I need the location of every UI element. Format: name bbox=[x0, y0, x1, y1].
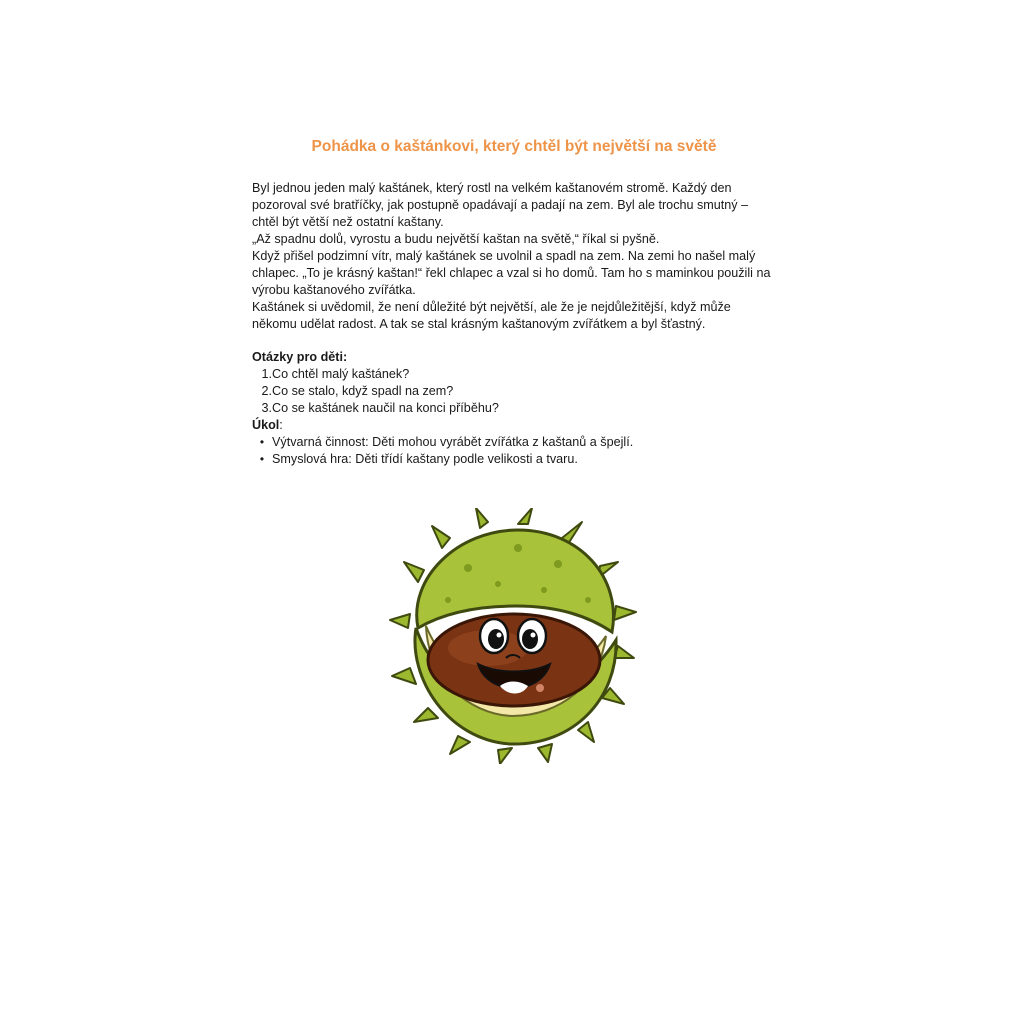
questions-list bbox=[252, 366, 776, 417]
story-text bbox=[252, 180, 776, 333]
question-text: Co chtěl malý kaštánek? bbox=[272, 367, 410, 381]
story-paragraph: „Až spadnu dolů, vyrostu a budu největší kaštan na světě,“ říkal si pyšně. bbox=[252, 232, 660, 246]
task-heading-text: Úkol bbox=[252, 418, 280, 432]
story-paragraph: Když přišel podzimní vítr, malý kaštánek se uvolnil a spadl na zem. Na zemi ho našel malý chlapec. „To je krásný kaštan!“ řekl chlapec a vzal si ho domů. Tam ho s maminkou použili na výrobu kaštanového zvířátka. bbox=[252, 249, 771, 297]
list-item bbox=[252, 383, 776, 400]
task-text: Smyslová hra: Děti třídí kaštany podle velikosti a tvaru. bbox=[272, 452, 578, 466]
questions-heading-text: Otázky pro děti: bbox=[252, 350, 348, 364]
story-paragraph: Kaštánek si uvědomil, že není důležité být největší, ale že je nejdůležitější, když může někomu udělat radost. A tak se stal krásným kaštanovým zvířátkem a byl šťastný. bbox=[252, 300, 731, 331]
list-item bbox=[252, 366, 776, 383]
question-number: 2. bbox=[261, 384, 272, 398]
list-item bbox=[252, 400, 776, 417]
section-spacer bbox=[252, 333, 776, 349]
task-text: Výtvarná činnost: Děti mohou vyrábět zvířátka z kaštanů a špejlí. bbox=[272, 435, 634, 449]
task-heading bbox=[252, 417, 776, 434]
question-number: 1. bbox=[261, 367, 272, 381]
bullet-icon: • bbox=[259, 452, 265, 466]
list-item bbox=[252, 434, 776, 451]
document-page bbox=[252, 136, 776, 468]
question-text: Co se stalo, když spadl na zem? bbox=[272, 384, 454, 398]
list-item bbox=[252, 451, 776, 468]
bullet-icon: • bbox=[259, 435, 265, 449]
page-title: Pohádka o kaštánkovi, který chtěl být největší na světě bbox=[311, 138, 717, 155]
task-list bbox=[252, 434, 776, 468]
task-heading-suffix: : bbox=[279, 418, 283, 432]
questions-heading bbox=[252, 349, 776, 366]
story-paragraph: Byl jednou jeden malý kaštánek, který rostl na velkém kaštanovém stromě. Každý den pozoroval své bratříčky, jak postupně opadávají a padají na zem. Byl ale trochu smutný – chtěl být větší než ostatní kaštany. bbox=[252, 181, 749, 229]
question-text: Co se kaštánek naučil na konci příběhu? bbox=[272, 401, 499, 415]
question-number: 3. bbox=[261, 401, 272, 415]
smiling-chestnut-icon bbox=[388, 508, 638, 764]
